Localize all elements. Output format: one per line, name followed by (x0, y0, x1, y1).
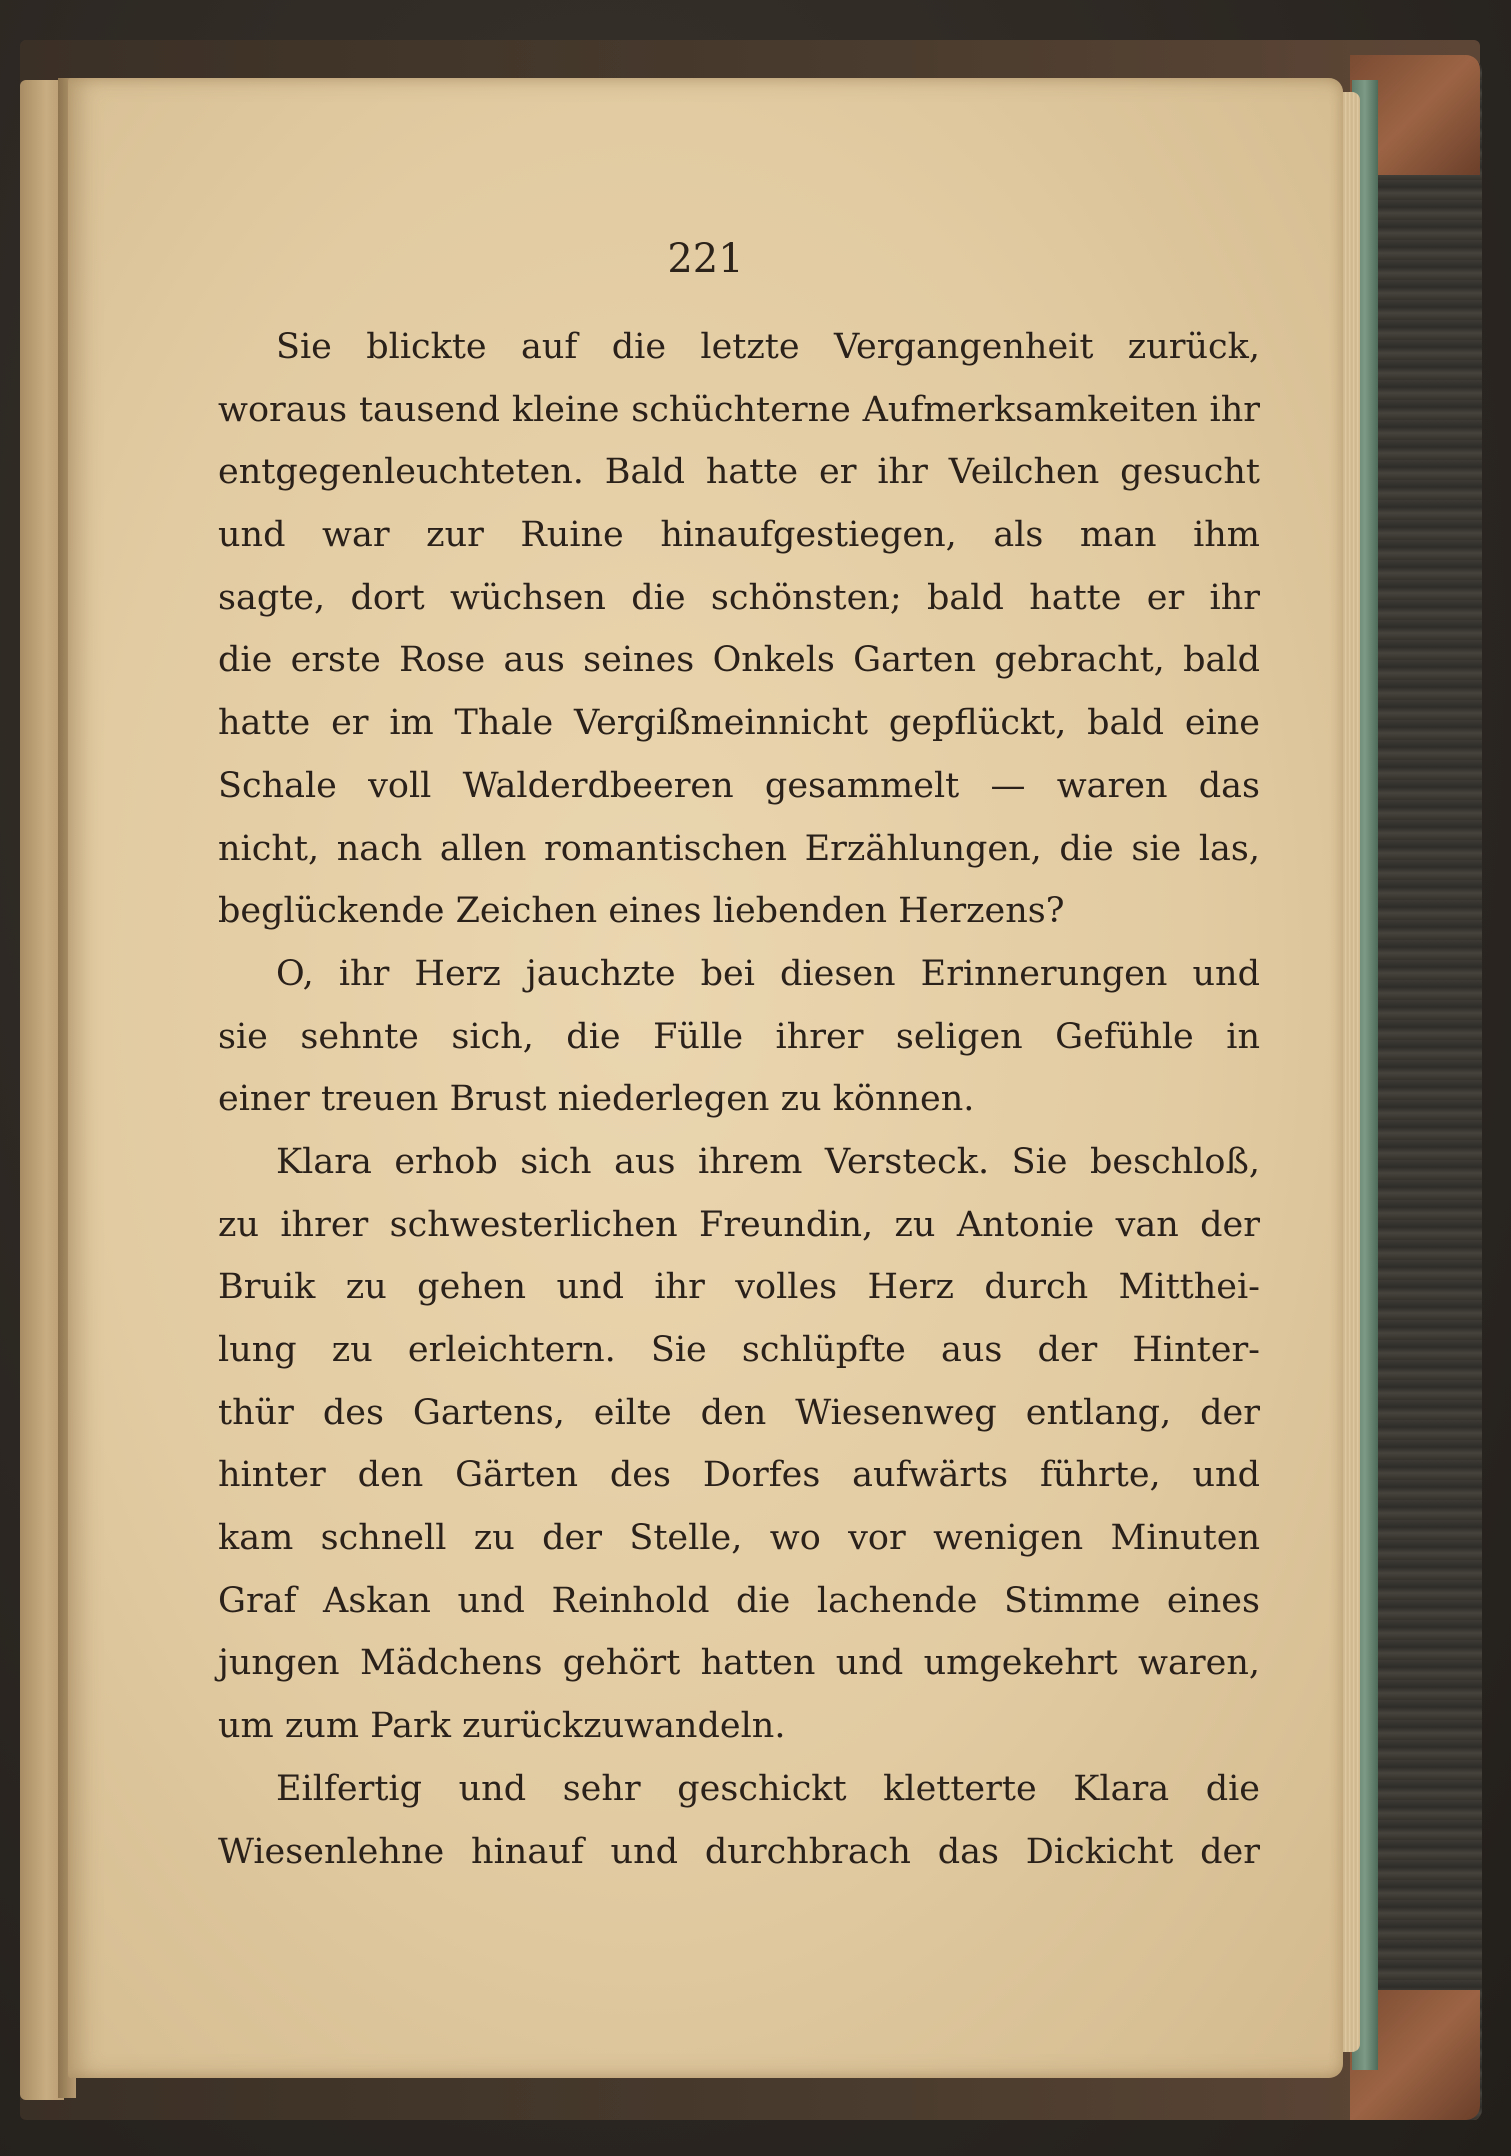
text-line: Schale voll Walderdbeeren gesammelt — waren das (218, 765, 1260, 806)
text-line: die erste Rose aus seines Onkels Garten gebracht, bald (218, 640, 1260, 681)
text-line: lung zu erleichtern. Sie schlüpfte aus der Hinter- (218, 1330, 1260, 1370)
text-line: sie sehnte sich, die Fülle ihrer seligen Gefühle in (218, 1016, 1260, 1057)
text-line: und war zur Ruine hinaufgestiegen, als man ihm (218, 515, 1260, 556)
text-line: hinter den Gärten des Dorfes aufwärts führte, und (218, 1455, 1260, 1496)
text-line: jungen Mädchens gehört hatten und umgekehrt waren, (218, 1643, 1260, 1684)
page-number: 221 (667, 236, 744, 282)
text-line: Graf Askan und Reinhold die lachende Stimme eines (218, 1580, 1260, 1621)
text-line: entgegenleuchteten. Bald hatte er ihr Veilchen gesucht (218, 452, 1260, 493)
page-text (218, 316, 1260, 1883)
text-line: sagte, dort wüchsen die schönsten; bald hatte er ihr (218, 577, 1260, 618)
text-line: Sie blickte auf die letzte Vergangenheit zurück, (276, 327, 1260, 367)
book-page (68, 78, 1343, 2078)
text-line: um zum Park zurückzuwandeln. (218, 1706, 786, 1747)
text-line: beglückende Zeichen eines liebenden Herzens? (218, 891, 1065, 932)
text-line: thür des Gartens, eilte den Wiesenweg entlang, der (218, 1392, 1260, 1433)
text-line: O, ihr Herz jauchzte bei diesen Erinnerungen und (276, 953, 1260, 994)
text-line: Bruik zu gehen und ihr volles Herz durch Mitthei- (218, 1267, 1260, 1308)
text-line: Eilfertig und sehr geschickt kletterte Klara die (276, 1768, 1260, 1809)
text-line: Wiesenlehne hinauf und durchbrach das Dickicht der (218, 1831, 1260, 1872)
text-line: nicht, nach allen romantischen Erzählungen, die sie las, (218, 828, 1260, 869)
text-line: kam schnell zu der Stelle, wo vor wenigen Minuten (218, 1518, 1260, 1559)
text-line: hatte er im Thale Vergißmeinnicht gepflückt, bald eine (218, 703, 1260, 744)
text-line: zu ihrer schwesterlichen Freundin, zu Antonie van der (218, 1204, 1260, 1245)
text-line: einer treuen Brust niederlegen zu können. (218, 1079, 975, 1120)
book-spine (1372, 60, 1482, 2120)
text-line: woraus tausend kleine schüchterne Aufmerksamkeiten ihr (218, 389, 1260, 430)
text-line: Klara erhob sich aus ihrem Versteck. Sie beschloß, (276, 1141, 1260, 1182)
